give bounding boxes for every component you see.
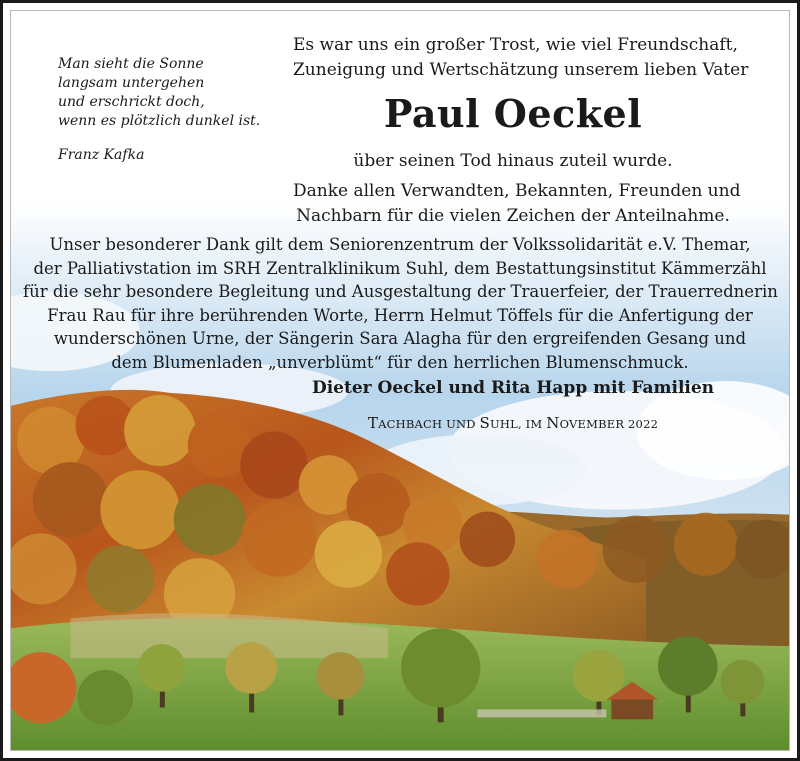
place-rest: OVEMBER 2022 — [559, 417, 659, 431]
thanks-line: Nachbarn für die vielen Zeichen der Anteilnahme. — [296, 206, 730, 226]
quote-line: Man sieht die Sonne — [58, 56, 204, 72]
place-rest: ACHBACH UND — [378, 417, 480, 431]
place-and-date — [303, 414, 723, 432]
place-cap: T — [367, 414, 379, 432]
text-layer — [3, 3, 797, 758]
special-thanks-line: Unser besonderer Dank gilt dem Seniorenzentrum der Volkssolidarität e.V. Themar, — [49, 235, 751, 254]
special-thanks-text — [23, 233, 777, 374]
thanks-text — [293, 179, 741, 229]
after-name-text: über seinen Tod hinaus zuteil wurde. — [353, 151, 673, 171]
special-thanks-line: der Palliativstation im SRH Zentralklinikum Suhl, dem Bestattungsinstitut Kämmerzähl — [33, 258, 767, 278]
special-thanks-line: dem Blumenladen „unverblümt“ für den herrlichen Blumenschmuck. — [111, 352, 689, 372]
intro-text — [293, 33, 749, 83]
place-cap: S — [479, 414, 490, 432]
place-cap: N — [546, 414, 560, 432]
quote-author: Franz Kafka — [58, 147, 145, 163]
deceased-name: Paul Oeckel — [383, 91, 643, 136]
intro-line: Zuneigung und Wertschätzung unserem lieben Vater — [293, 60, 749, 80]
quote-line: langsam untergehen — [58, 75, 205, 91]
special-thanks-line: Frau Rau für ihre berührenden Worte, Herrn Helmut Töffels für die Anfertigung der — [47, 305, 753, 325]
thanks-line: Danke allen Verwandten, Bekannten, Freunden und — [293, 181, 741, 201]
special-thanks-line: wunderschönen Urne, der Sängerin Sara Alagha für den ergreifenden Gesang und — [53, 329, 747, 348]
family-signature: Dieter Oeckel und Rita Happ mit Familien — [311, 378, 715, 398]
special-thanks-line: für die sehr besondere Begleitung und Ausgestaltung der Trauerfeier, der Trauerrednerin — [23, 282, 778, 301]
quote-line: wenn es plötzlich dunkel ist. — [58, 113, 261, 129]
intro-line: Es war uns ein großer Trost, wie viel Freundschaft, — [293, 35, 738, 55]
kafka-quote — [58, 55, 298, 131]
quote-line: und erschrickt doch, — [58, 94, 205, 110]
place-rest: UHL, IM — [490, 417, 547, 431]
